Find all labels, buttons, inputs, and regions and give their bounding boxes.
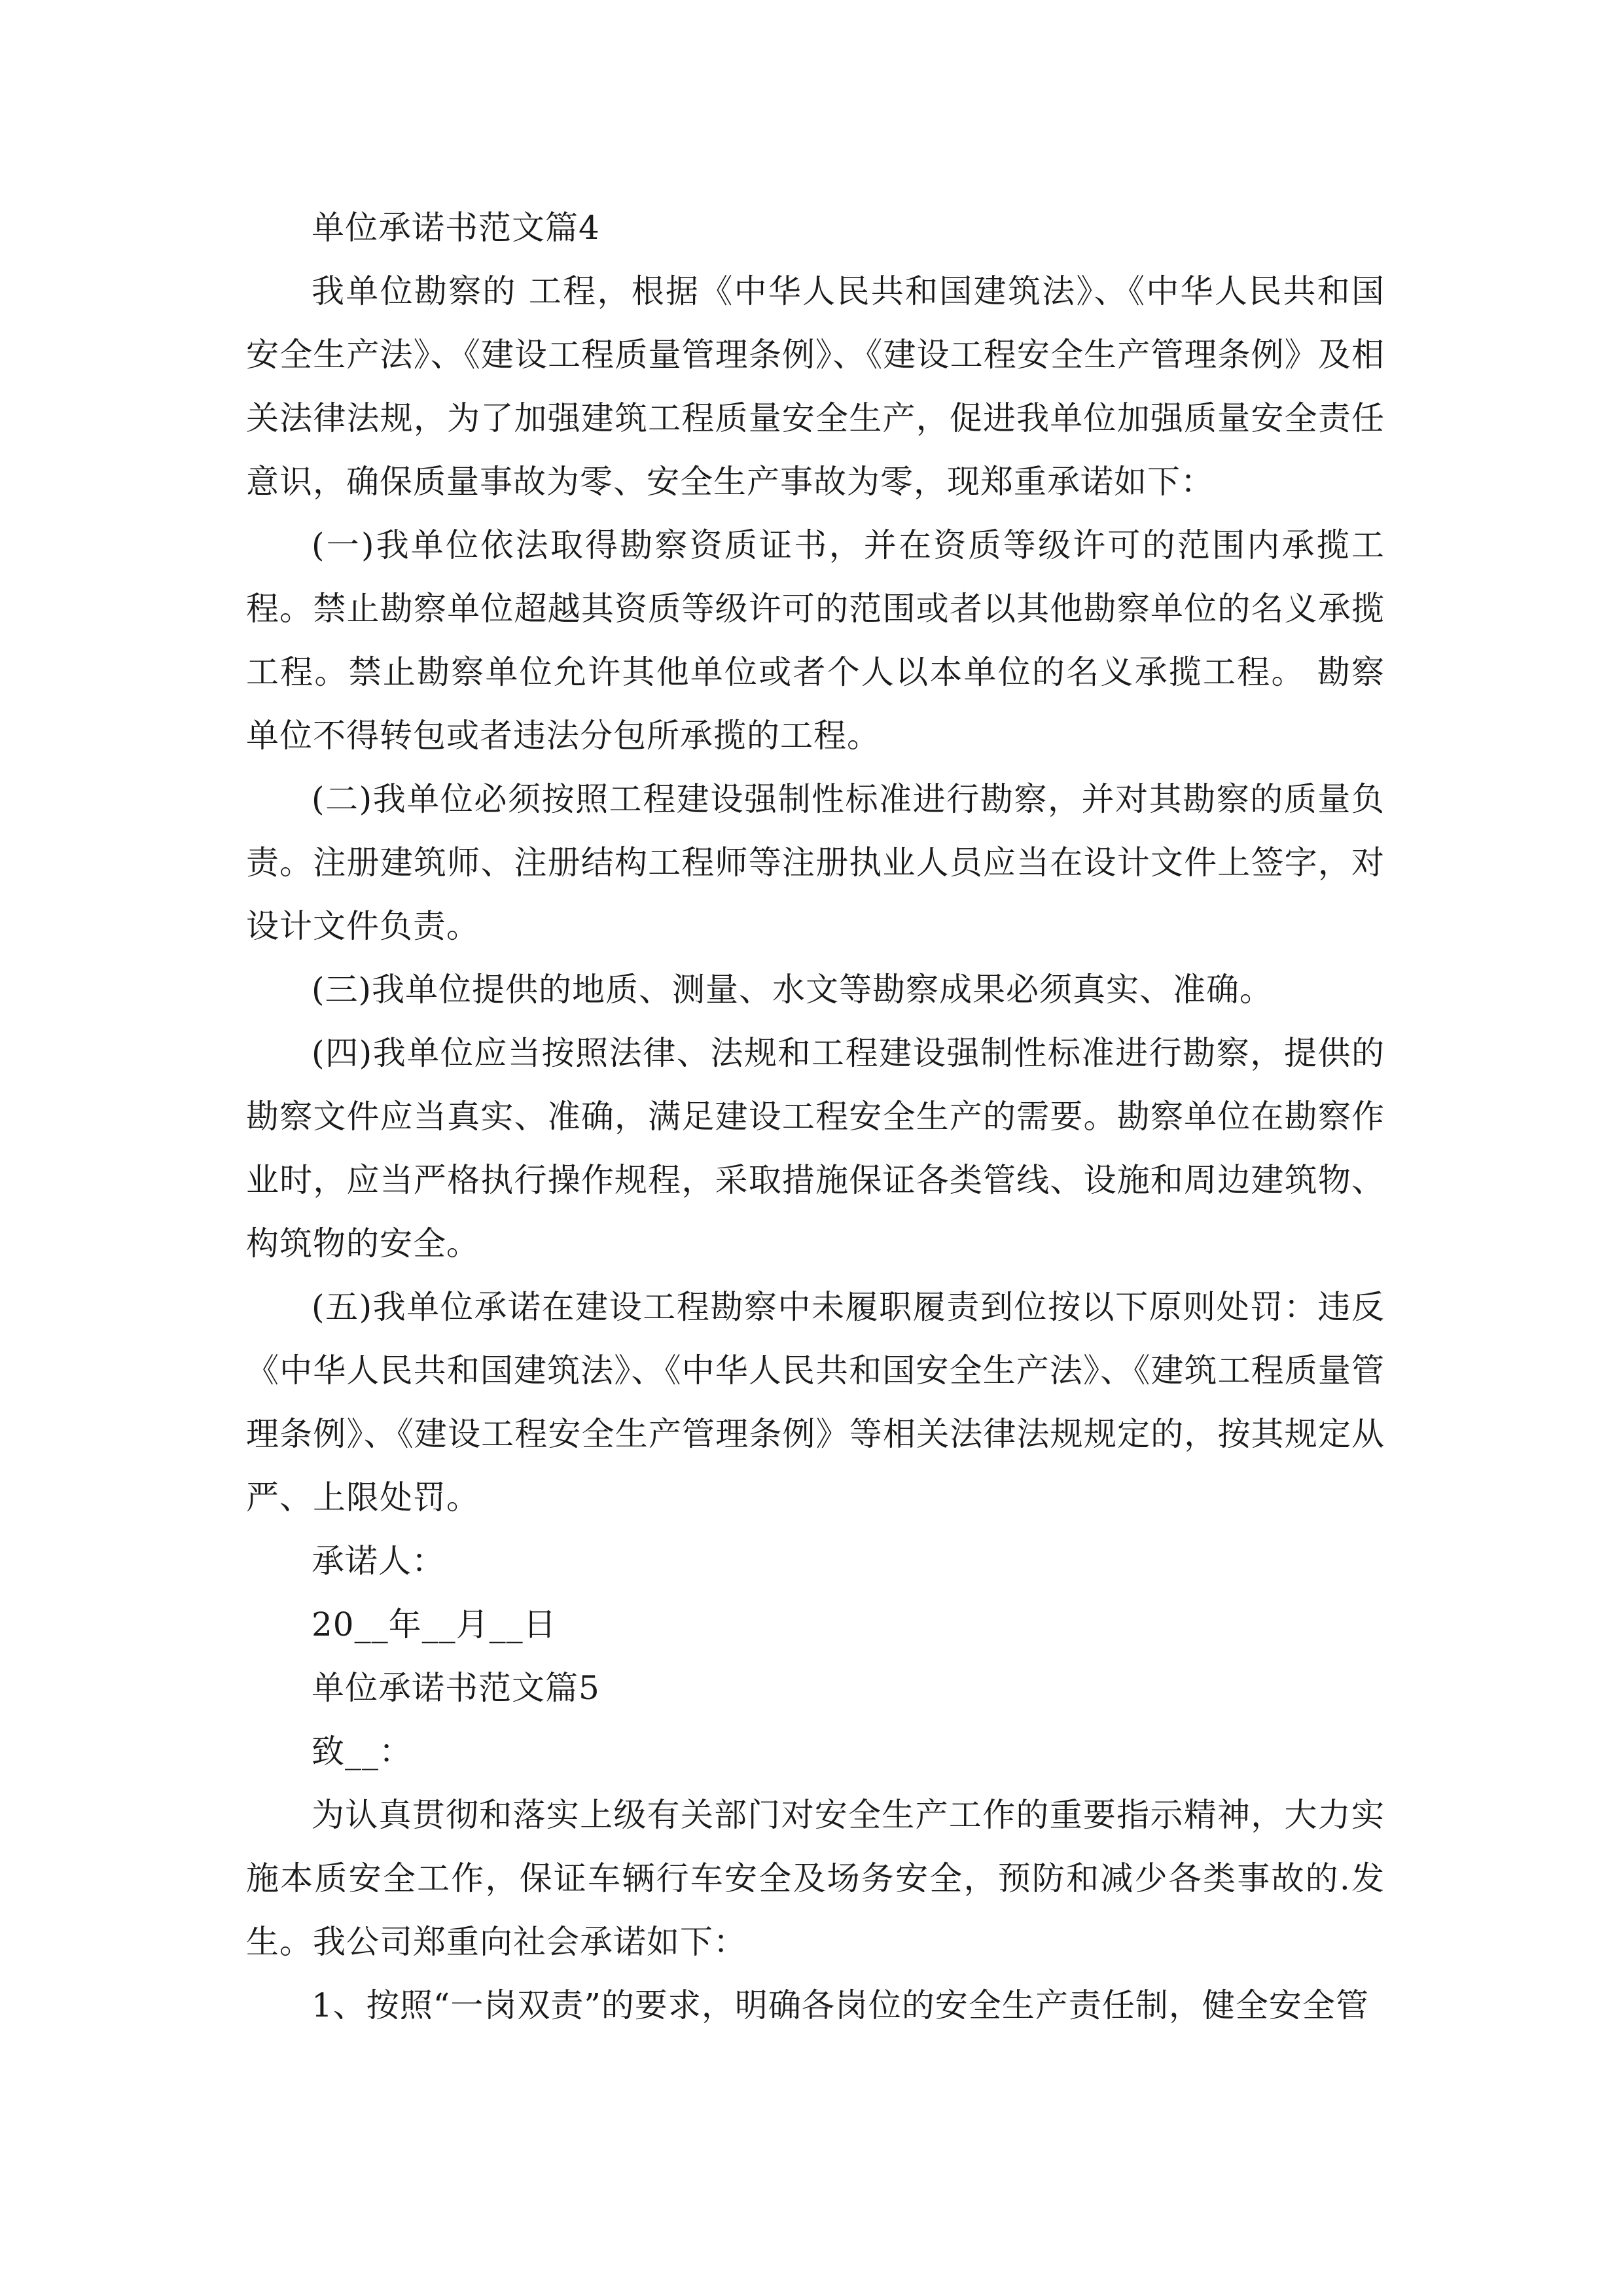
paragraph: (三)我单位提供的地质、测量、水文等勘察成果必须真实、准确。 bbox=[312, 971, 1274, 1009]
section-heading: 单位承诺书范文篇4 bbox=[312, 209, 600, 247]
paragraph: (二)我单位必须按照工程建设强制性标准进行勘察，并对其勘察的质量负责。注册建筑师、注册结构工程师等注册执业人员应当在设计文件上签字，对设计文件负责。 bbox=[246, 780, 1385, 945]
salutation: 致__： bbox=[312, 1732, 412, 1770]
document-body bbox=[246, 196, 1385, 2037]
paragraph: 1、按照“一岗双责”的要求，明确各岗位的安全生产责任制，健全安全管 bbox=[312, 1986, 1369, 2024]
paragraph: 我单位勘察的 工程，根据《中华人民共和国建筑法》、《中华人民共和国安全生产法》、《建设工程质量管理条例》、《建设工程安全生产管理条例》及相关法律法规，为了加强建筑工程质量安全生产，促进我单位加强质量安全责任意识，确保质量事故为零、安全生产事故为零，现郑重承诺如下： bbox=[246, 272, 1385, 501]
date-line: 20__年__月__日 bbox=[312, 1605, 557, 1643]
paragraph: (一)我单位依法取得勘察资质证书，并在资质等级许可的范围内承揽工程。禁止勘察单位超越其资质等级许可的范围或者以其他勘察单位的名义承揽工程。禁止勘察单位允许其他单位或者个人以本单位的名义承揽工程。 勘察单位不得转包或者违法分包所承揽的工程。 bbox=[246, 526, 1385, 755]
section-heading: 单位承诺书范文篇5 bbox=[312, 1669, 600, 1707]
paragraph: 为认真贯彻和落实上级有关部门对安全生产工作的重要指示精神，大力实施本质安全工作，保证车辆行车安全及场务安全，预防和减少各类事故的.发生。我公司郑重向社会承诺如下： bbox=[246, 1796, 1385, 1961]
signature-line: 承诺人： bbox=[312, 1542, 445, 1580]
paragraph: (五)我单位承诺在建设工程勘察中未履职履责到位按以下原则处罚：违反《中华人民共和国建筑法》、《中华人民共和国安全生产法》、《建筑工程质量管理条例》、《建设工程安全生产管理条例》等相关法律法规规定的，按其规定从严、上限处罚。 bbox=[246, 1288, 1385, 1516]
paragraph: (四)我单位应当按照法律、法规和工程建设强制性标准进行勘察，提供的勘察文件应当真实、准确，满足建设工程安全生产的需要。勘察单位在勘察作业时，应当严格执行操作规程，采取措施保证各类管线、设施和周边建筑物、构筑物的安全。 bbox=[246, 1034, 1385, 1263]
